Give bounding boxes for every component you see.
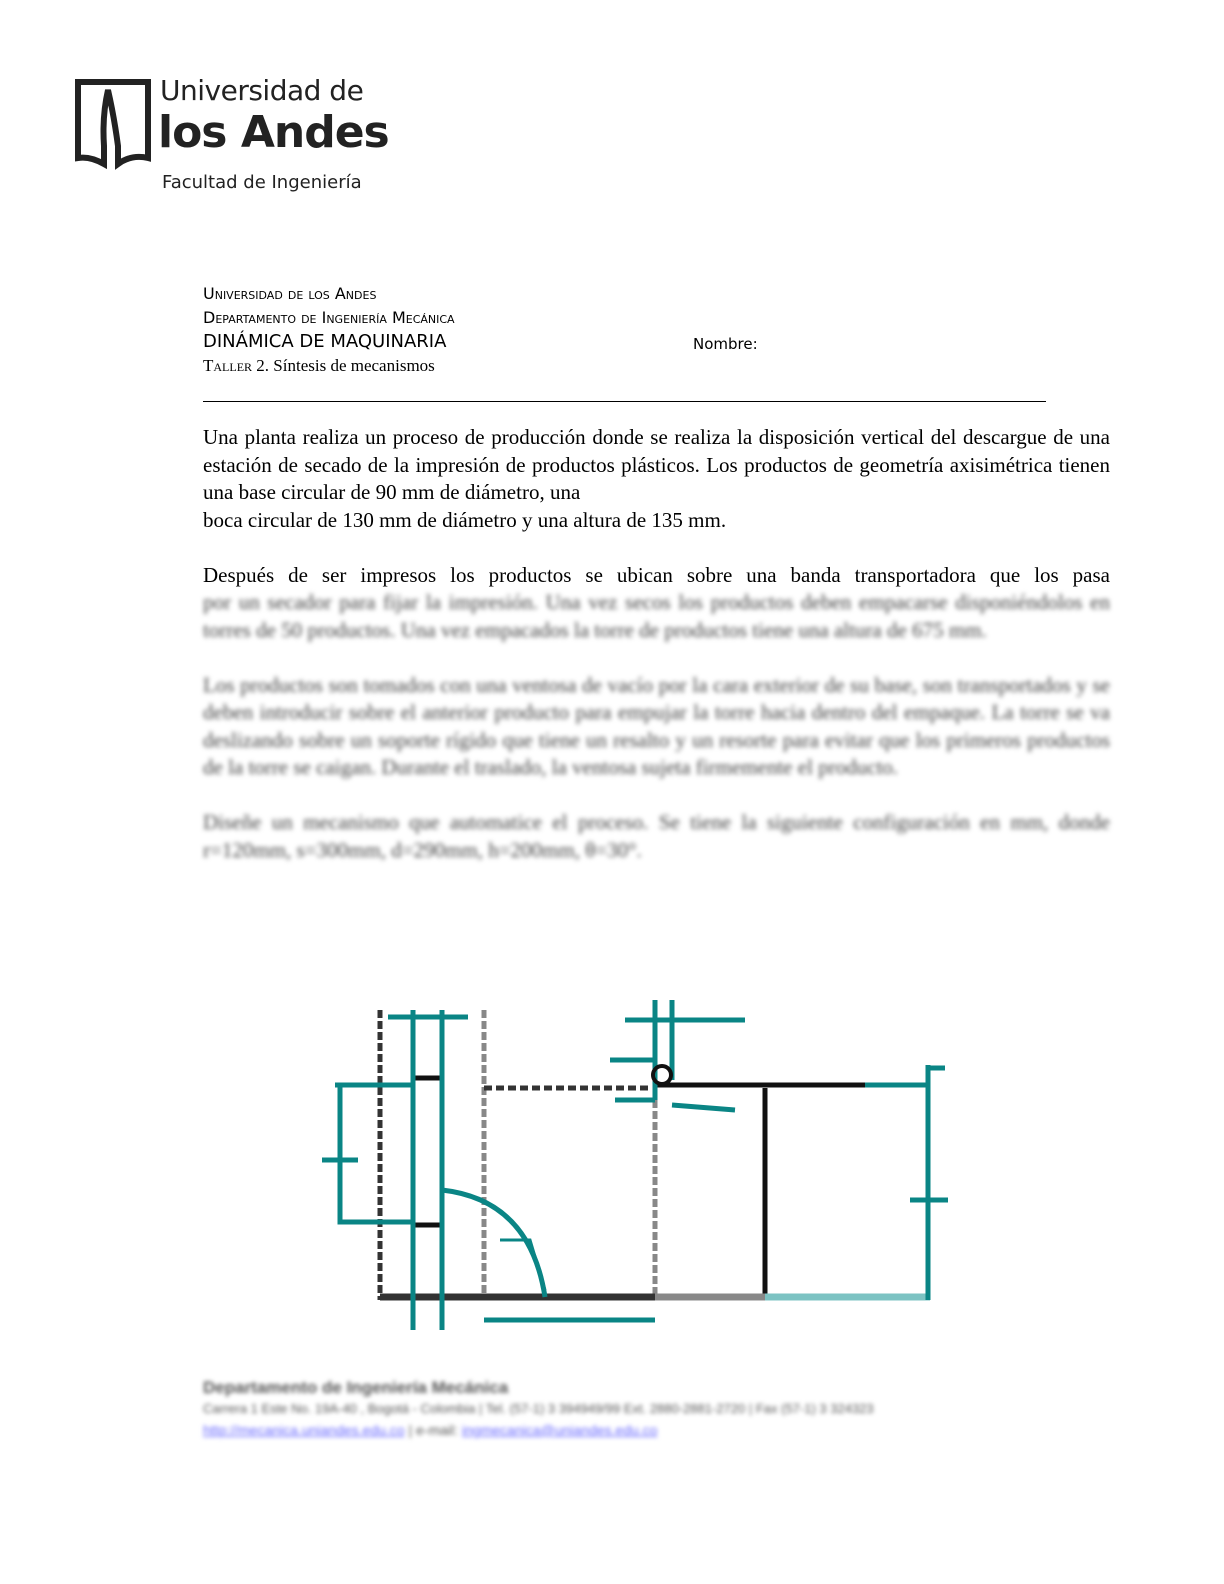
- right-dim: [910, 1065, 948, 1300]
- paragraph-1-end: boca circular de 130 mm de diámetro y una altura de 135 mm.: [203, 507, 727, 532]
- assignment-title: Síntesis de mecanismos: [273, 356, 435, 375]
- footer-email-link[interactable]: ingmecanica@uniandes.edu.co: [461, 1422, 658, 1438]
- angle-arc-inner: [500, 1240, 545, 1290]
- footer-website-link[interactable]: http://mecanica.uniandes.edu.co: [203, 1422, 405, 1438]
- paragraph-2-rest: por un secador para fijar la impresión. Una vez secos los productos deben empacarse disponiéndolos en torres de 50 productos. Una vez empacados la torre de productos tiene una altura de 675 mm.: [203, 590, 1110, 642]
- top-right-dim: [610, 1000, 745, 1110]
- paragraph-3: Los productos son tomados con una ventosa de vacío por la cara exterior de su base, son transportados y se deben introducir sobre el anterior producto para empujar la torre hacia dentro del empaque. La torre se va deslizando sobre un soporte rígido que tiene un resalto y un resorte para evitar que los primeros productos de la torre se caigan. Durante el traslado, la ventosa sujeta firmemente el producto.: [203, 672, 1110, 779]
- logo-line-3: Facultad de Ingeniería: [162, 172, 362, 193]
- header-university: Universidad de los Andes: [203, 284, 377, 303]
- paragraph-2-line-1: Después de ser impresos los productos se ubican sobre una banda transportadora que los pasa: [203, 562, 1110, 587]
- logo-line-2: los Andes: [158, 107, 389, 158]
- paragraph-1-text: Una planta realiza un proceso de producción donde se realiza la disposición vertical del descargue de una estación de secado de la impresión de productos plásticos. Los productos de geometría axisimétrica tienen una base circular de 90 mm de diámetro, una: [203, 425, 1110, 504]
- name-label: Nombre:: [693, 335, 758, 353]
- footer-department: Departamento de Ingeniería Mecánica: [203, 1378, 509, 1397]
- assignment-prefix: Taller 2.: [203, 356, 270, 375]
- logo-line-1: Universidad de: [160, 74, 364, 107]
- left-dim: [322, 1085, 413, 1222]
- header-department: Departamento de Ingeniería Mecánica: [203, 308, 455, 327]
- paragraph-4: Diseñe un mecanismo que automatice el proceso. Se tiene la siguiente configuración en mm, donde r=120mm, s=300mm, d=290mm, h=200mm, θ=30°.: [203, 810, 1110, 862]
- slider-block: [413, 1078, 442, 1225]
- header-course: DINÁMICA DE MAQUINARIA: [203, 331, 447, 352]
- footer-address: Carrera 1 Este No. 19A-40 , Bogotá - Colombia | Tel. (57-1) 3 394949/99 Ext. 2880-2881-2720 | Fax (57-1) 3 324323: [203, 1401, 874, 1416]
- footer-email-label: | e-mail:: [408, 1422, 459, 1438]
